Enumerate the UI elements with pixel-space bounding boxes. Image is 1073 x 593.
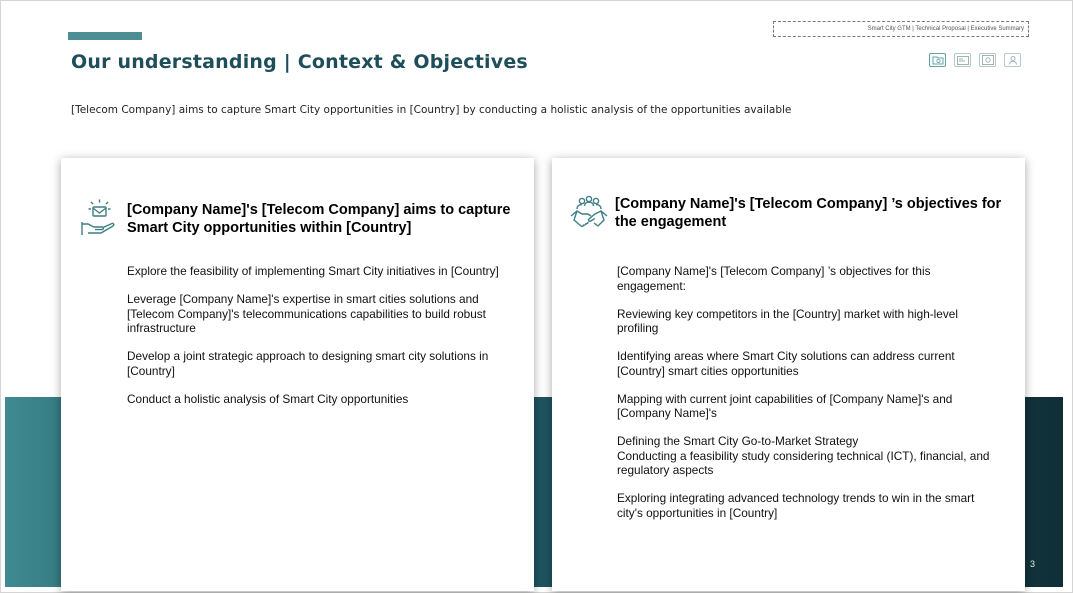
list-item: Leverage [Company Name]'s expertise in smart cities solutions and [Telecom Company]'s telecommunications capabilities to build robust infrastructure [127,292,486,335]
list-item: Explore the feasibility of implementing Smart City initiatives in [Country] [127,264,499,278]
list-item: Mapping with current joint capabilities of [Company Name]'s and [Company Name]'s [617,391,953,420]
page-title: Our understanding | Context & Objectives [71,51,528,73]
section-nav [929,53,1021,67]
title-accent-bar [68,32,142,40]
objectives-list [617,264,997,534]
list-item: Exploring integrating advanced technology trends to win in the smart city's opportunities in [Country] [617,491,975,520]
hand-envelope-icon [79,198,119,238]
context-card [61,158,534,591]
settings-icon[interactable] [979,53,996,67]
objectives-card-title: [Company Name]'s [Telecom Company] ’s objectives for the engagement [615,196,1002,230]
handshake-icon [569,194,609,234]
id-card-icon[interactable] [954,53,971,67]
list-item: [Company Name]'s [Telecom Company] ’s objectives for this engagement: [617,264,931,293]
list-item: Identifying areas where Smart City solutions can address current [Country] smart cities opportunities [617,349,955,378]
context-list [127,264,507,420]
objectives-card [552,158,1025,591]
breadcrumb: Smart City GTM | Technical Proposal | Executive Summary [773,21,1029,37]
folder-icon[interactable] [929,53,946,67]
list-item: Reviewing key competitors in the [Country] market with high-level profiling [617,306,958,335]
page-number: 3 [1030,559,1036,569]
context-card-title: [Company Name]'s [Telecom Company] aims to capture Smart City opportunities within [Country] [127,202,511,236]
list-item: Defining the Smart City Go-to-Market Strategy [617,434,859,448]
list-item: Conduct a holistic analysis of Smart City opportunities [127,391,409,406]
list-item: Develop a joint strategic approach to designing smart city solutions in [Country] [127,349,489,378]
user-icon[interactable] [1004,53,1021,67]
slide-subtitle: [Telecom Company] aims to capture Smart City opportunities in [Country] by conducting a holistic analysis of the opportunities available [71,104,792,116]
list-item: Conducting a feasibility study considering technical (ICT), financial, and regulatory aspects [617,448,990,477]
